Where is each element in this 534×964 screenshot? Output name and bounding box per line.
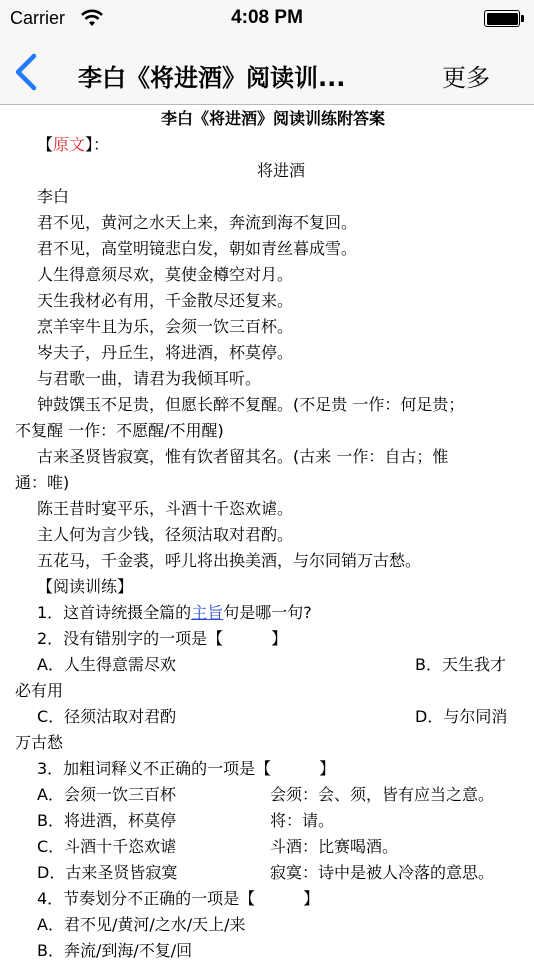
original-text-label: 【原文】： (37, 135, 110, 154)
option-b-cont: 必有用 (15, 681, 64, 700)
article-content (0, 106, 534, 960)
option-row (0, 652, 534, 678)
more-button[interactable]: 更多 (442, 64, 490, 92)
clock: 4:08 PM (231, 7, 303, 28)
original-word: 原文 (53, 135, 86, 154)
poem-title: 将进酒 (256, 161, 305, 180)
status-bar (0, 0, 534, 38)
option-left: B．将进酒，杯莫停 (37, 811, 176, 830)
option-right: 斗酒：比赛喝酒。 (270, 837, 399, 856)
poem-line: 与君歌一曲，请君为我倾耳听。 (37, 369, 262, 388)
option-d-cont: 万古愁 (15, 733, 64, 752)
poem-line: 岑夫子，丹丘生，将进酒，杯莫停。 (37, 343, 294, 362)
question-2: 2．没有错别字的一项是【 】 (37, 629, 288, 648)
option-right: 寂寞：诗中是被人冷落的意思。 (270, 863, 495, 882)
poem-line-cont: 不复醒 一作：不愿醒/不用醒) (15, 421, 224, 440)
option-d: D．与尔同消 (415, 707, 508, 726)
option-right: 会须：会、须，皆有应当之意。 (270, 785, 495, 804)
option-left: A．会须一饮三百杯 (37, 785, 176, 804)
battery-icon (484, 10, 524, 27)
poem-line: 陈王昔时宴平乐，斗酒十千恣欢谑。 (37, 499, 294, 518)
navigation-bar (0, 38, 534, 105)
option-a: A．君不见/黄河/之水/天上/来 (37, 915, 246, 934)
option-a: A．人生得意需尽欢 (37, 655, 176, 674)
option-row (0, 782, 534, 808)
poem-line: 五花马，千金裘，呼儿将出换美酒，与尔同销万古愁。 (37, 551, 422, 570)
question-1: 1．这首诗统摄全篇的主旨句是哪一句? (37, 603, 312, 622)
question-3: 3．加粗词释义不正确的一项是【 】 (37, 759, 336, 778)
document-title: 李白《将进酒》阅读训练附答案 (160, 109, 385, 128)
option-b: B．奔流/到海/不复/回 (37, 941, 193, 960)
poem-line: 君不见，黄河之水天上来，奔流到海不复回。 (37, 213, 358, 232)
option-right: 将：请。 (270, 811, 335, 830)
theme-link[interactable]: 主旨 (191, 603, 224, 622)
back-chevron-icon[interactable] (10, 52, 44, 92)
option-b: B．天生我才 (415, 655, 506, 674)
option-left: D．古来圣贤皆寂寞 (37, 863, 178, 882)
poem-line: 烹羊宰牛且为乐，会须一饮三百杯。 (37, 317, 294, 336)
page-title: 李白《将进酒》阅读训... (78, 64, 346, 92)
poem-line: 君不见，高堂明镜悲白发，朝如青丝暮成雪。 (37, 239, 358, 258)
poem-line: 人生得意须尽欢，莫使金樽空对月。 (37, 265, 294, 284)
poem-line: 天生我材必有用，千金散尽还复来。 (37, 291, 294, 310)
option-row (0, 834, 534, 860)
question-4: 4．节奏划分不正确的一项是【 】 (37, 889, 320, 908)
option-left: C．斗酒十千恣欢谑 (37, 837, 177, 856)
option-row (0, 808, 534, 834)
poem-line: 古来圣贤皆寂寞，惟有饮者留其名。(古来 一作：自古；惟 (37, 447, 449, 466)
exercise-header: 【阅读训练】 (37, 577, 134, 596)
poem-author: 李白 (37, 187, 70, 206)
carrier-label: Carrier (10, 8, 66, 28)
option-row (0, 704, 534, 730)
poem-line-cont: 通：唯) (15, 473, 70, 492)
poem-line: 钟鼓馔玉不足贵，但愿长醉不复醒。(不足贵 一作：何足贵； (37, 395, 465, 414)
option-c: C．径须沽取对君酌 (37, 707, 177, 726)
poem-line: 主人何为言少钱，径须沽取对君酌。 (37, 525, 294, 544)
option-row (0, 860, 534, 886)
